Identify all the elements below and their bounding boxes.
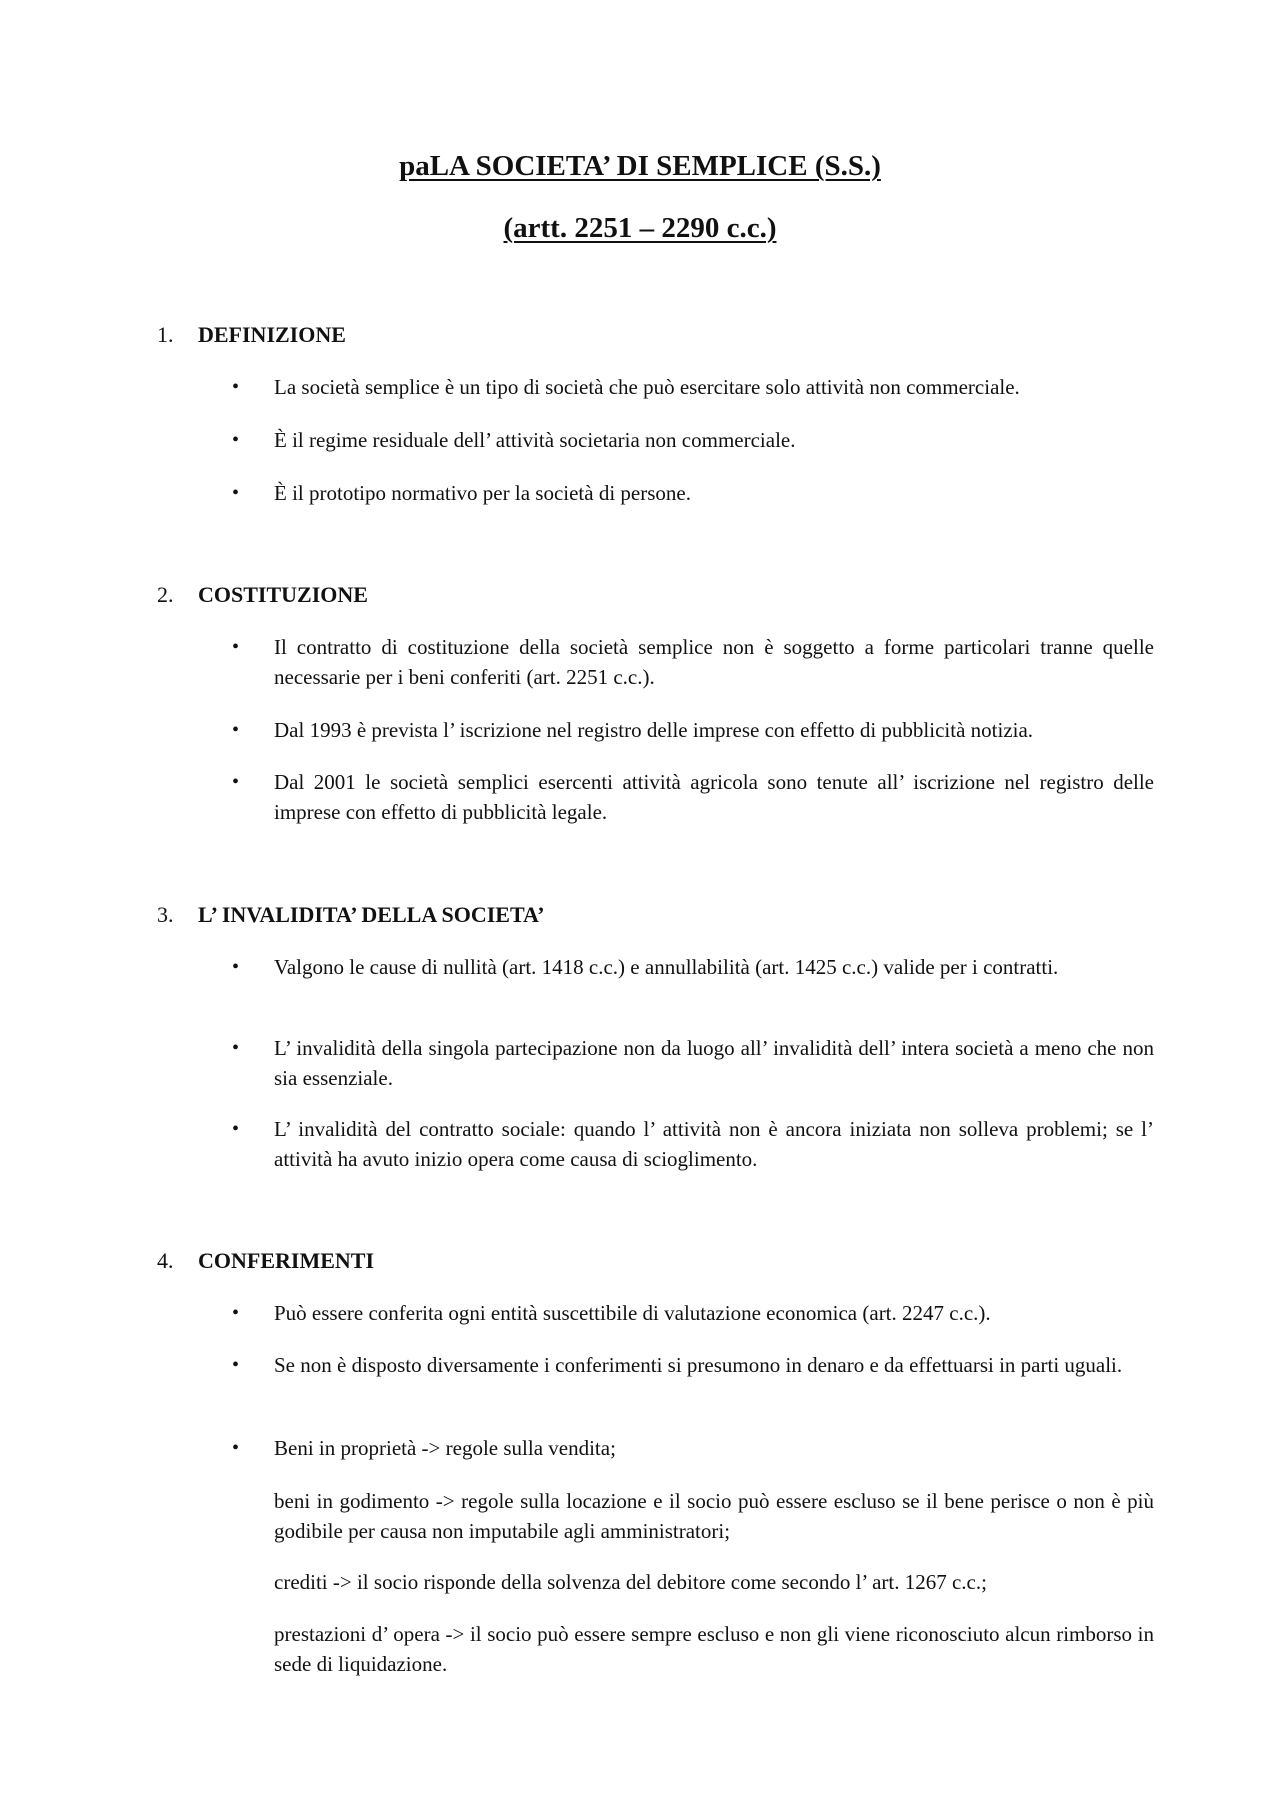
list-item-text: L’ invalidità del contratto sociale: quando l’ attività non è ancora iniziata non solleva problemi; se l’ attività ha avuto inizio opera come causa di scioglimento. — [274, 1117, 1154, 1171]
section-title: L’ INVALIDITA’ DELLA SOCIETA’ — [198, 902, 545, 927]
bullet-icon: • — [232, 1037, 240, 1059]
document-title: paLA SOCIETA’ DI SEMPLICE (S.S.) — [399, 150, 881, 182]
bullet-icon: • — [232, 1354, 240, 1376]
list-item-text: Può essere conferita ogni entità suscettibile di valutazione economica (art. 2247 c.c.). — [274, 1301, 991, 1325]
bullet-icon: • — [232, 1302, 240, 1324]
bullet-icon: • — [232, 429, 240, 451]
bullet-icon: • — [232, 1118, 240, 1140]
list-item-text: Se non è disposto diversamente i conferimenti si presumono in denaro e da effettuarsi in parti uguali. — [274, 1353, 1123, 1377]
list-item-text: Dal 1993 è prevista l’ iscrizione nel registro delle imprese con effetto di pubblicità notizia. — [274, 718, 1034, 742]
bullet-icon: • — [232, 376, 240, 398]
list-item-text: L’ invalidità della singola partecipazione non da luogo all’ invalidità dell’ intera società a meno che non sia essenziale. — [274, 1036, 1154, 1090]
list-item-text: È il prototipo normativo per la società di persone. — [274, 481, 691, 505]
list-item-text: È il regime residuale dell’ attività societaria non commerciale. — [274, 428, 796, 452]
list-item-text: Il contratto di costituzione della società semplice non è soggetto a forme particolari tranne quelle necessarie per i beni conferiti (art. 2251 c.c.). — [274, 635, 1154, 689]
list-item-text: Valgono le cause di nullità (art. 1418 c.c.) e annullabilità (art. 1425 c.c.) valide per i contratti. — [274, 955, 1059, 979]
bullet-icon: • — [232, 771, 240, 793]
bullet-icon: • — [232, 636, 240, 658]
paragraph: crediti -> il socio risponde della solvenza del debitore come secondo l’ art. 1267 c.c.; — [274, 1570, 987, 1594]
list-item-text: Beni in proprietà -> regole sulla vendita; — [274, 1436, 616, 1460]
paragraph: beni in godimento -> regole sulla locazione e il socio può essere escluso se il bene perisce o non è più godibile per causa non imputabile agli amministratori; — [274, 1489, 1154, 1543]
section-number: 4. — [157, 1248, 174, 1273]
paragraph: prestazioni d’ opera -> il socio può essere sempre escluso e non gli viene riconosciuto alcun rimborso in sede di liquidazione. — [274, 1622, 1154, 1676]
bullet-icon: • — [232, 956, 240, 978]
list-item-text: Dal 2001 le società semplici esercenti attività agricola sono tenute all’ iscrizione nel registro delle imprese con effetto di pubblicità legale. — [274, 770, 1154, 824]
bullet-icon: • — [232, 482, 240, 504]
list-item-text: La società semplice è un tipo di società che può esercitare solo attività non commerciale. — [274, 375, 1020, 399]
document-subtitle: (artt. 2251 – 2290 c.c.) — [503, 212, 777, 244]
section-title: DEFINIZIONE — [198, 322, 346, 347]
bullet-icon: • — [232, 1437, 240, 1459]
section-number: 1. — [157, 322, 174, 347]
section-number: 3. — [157, 902, 174, 927]
section-title: COSTITUZIONE — [198, 582, 368, 607]
section-number: 2. — [157, 582, 174, 607]
section-title: CONFERIMENTI — [198, 1248, 375, 1273]
bullet-icon: • — [232, 719, 240, 741]
